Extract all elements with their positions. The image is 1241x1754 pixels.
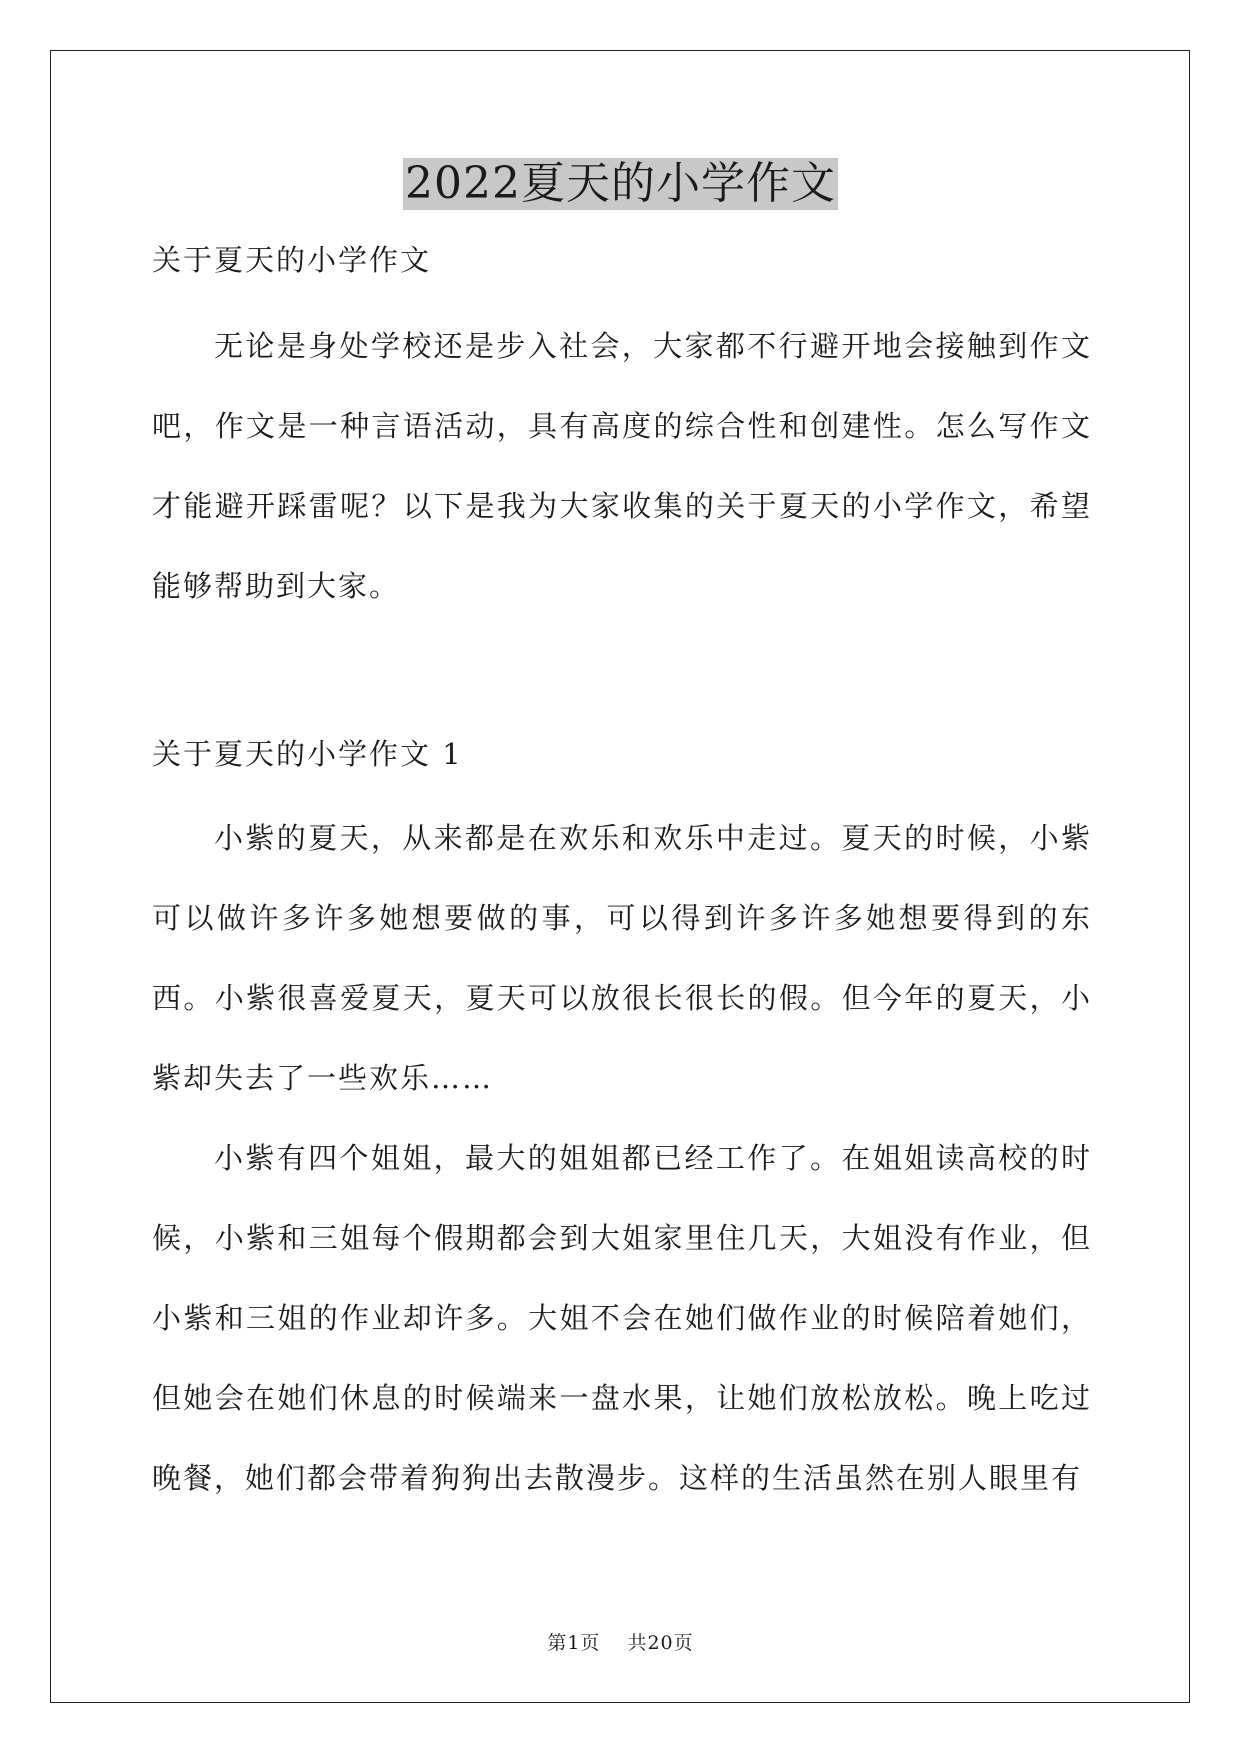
page-number: 第1页 bbox=[547, 1632, 601, 1654]
document-title bbox=[0, 158, 1241, 210]
document-body bbox=[152, 230, 1092, 1518]
intro-paragraph: 无论是身处学校还是步入社会，大家都不行避开地会接触到作文吧，作文是一种言语活动，具有高度的综合性和创建性。怎么写作文才能避开踩雷呢？以下是我为大家收集的关于夏天的小学作文，希望能够帮助到大家。 bbox=[152, 329, 1092, 603]
body-paragraph: 小紫有四个姐姐，最大的姐姐都已经工作了。在姐姐读高校的时候，小紫和三姐每个假期都会到大姐家里住几天，大姐没有作业，但小紫和三姐的作业却许多。大姐不会在她们做作业的时候陪着她们，但她会在她们休息的时候端来一盘水果，让她们放松放松。晚上吃过晚餐，她们都会带着狗狗出去散漫步。这样的生活虽然在别人眼里有 bbox=[152, 1141, 1092, 1495]
section-heading: 关于夏天的小学作文 1 bbox=[152, 737, 463, 771]
subtitle: 关于夏天的小学作文 bbox=[152, 243, 432, 277]
page-total: 共20页 bbox=[627, 1632, 694, 1654]
section-spacer bbox=[152, 626, 1092, 724]
page-footer bbox=[0, 1628, 1241, 1655]
document-title-text: 2022夏天的小学作文 bbox=[405, 158, 836, 209]
body-paragraph: 小紫的夏天，从来都是在欢乐和欢乐中走过。夏天的时候，小紫可以做许多许多她想要做的事，可以得到许多许多她想要得到的东西。小紫很喜爱夏天，夏天可以放很长很长的假。但今年的夏天，小紫却失去了一些欢乐…… bbox=[152, 821, 1092, 1095]
